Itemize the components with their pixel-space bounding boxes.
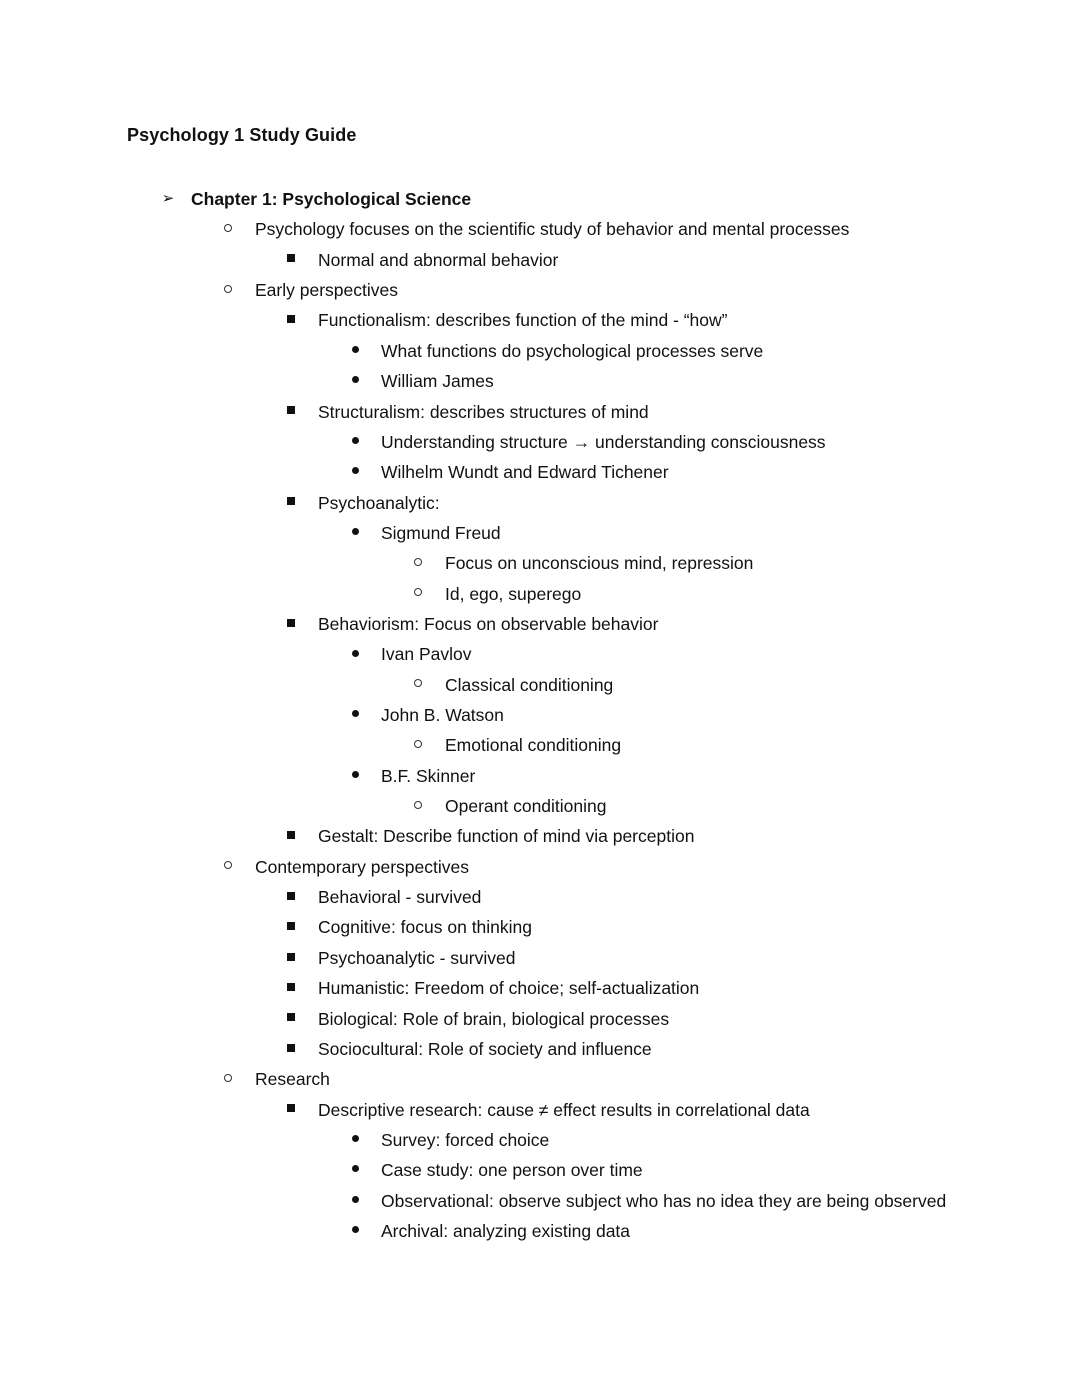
list-item-text: Functionalism: describes function of the mind - “how” bbox=[318, 310, 728, 331]
list-item-text: Understanding structure → understanding consciousness bbox=[381, 431, 826, 452]
arrowhead-bullet-icon: ➢ bbox=[161, 190, 175, 207]
square-bullet-icon bbox=[283, 1036, 299, 1062]
square-bullet-icon bbox=[283, 945, 299, 971]
list-item-text: Sigmund Freud bbox=[381, 522, 501, 543]
list-item-text: Structuralism: describes structures of mind bbox=[318, 401, 649, 422]
hollow-circle-bullet-icon bbox=[410, 581, 426, 607]
square-bullet-icon bbox=[283, 1006, 299, 1032]
dot-bullet-icon bbox=[347, 1157, 363, 1183]
list-item-text: Normal and abnormal behavior bbox=[318, 249, 559, 270]
list-item-text: Ivan Pavlov bbox=[381, 644, 472, 665]
chapter-heading-text: Chapter 1: Psychological Science bbox=[191, 189, 472, 209]
hollow-circle-bullet-icon bbox=[410, 550, 426, 576]
dot-bullet-icon bbox=[347, 641, 363, 667]
list-item-text: Id, ego, superego bbox=[445, 583, 582, 604]
dot-bullet-icon bbox=[347, 429, 363, 455]
list-item-text: Case study: one person over time bbox=[381, 1160, 643, 1181]
list-item-text: Sociocultural: Role of society and influence bbox=[318, 1038, 652, 1059]
list-item-text: B.F. Skinner bbox=[381, 765, 476, 786]
list-item-text: Psychoanalytic - survived bbox=[318, 947, 516, 968]
list-item-text: Psychoanalytic: bbox=[318, 492, 440, 513]
dot-bullet-icon bbox=[347, 1188, 363, 1214]
list-item-text: Gestalt: Describe function of mind via perception bbox=[318, 826, 695, 847]
dot-bullet-icon bbox=[347, 1127, 363, 1153]
list-item-text: Early perspectives bbox=[255, 280, 398, 301]
dot-bullet-icon bbox=[347, 368, 363, 394]
dot-bullet-icon bbox=[347, 338, 363, 364]
dot-bullet-icon bbox=[347, 763, 363, 789]
square-bullet-icon bbox=[283, 823, 299, 849]
list-item-text: Descriptive research: cause ≠ effect results in correlational data bbox=[318, 1099, 810, 1120]
list-item-text: Cognitive: focus on thinking bbox=[318, 917, 533, 938]
square-bullet-icon bbox=[283, 490, 299, 516]
list-item-text: Focus on unconscious mind, repression bbox=[445, 553, 754, 574]
hollow-circle-bullet-icon bbox=[410, 732, 426, 758]
list-item-text: Humanistic: Freedom of choice; self-actualization bbox=[318, 978, 700, 999]
list-item-text: Psychology focuses on the scientific study of behavior and mental processes bbox=[255, 219, 850, 240]
hollow-circle-bullet-icon bbox=[220, 216, 236, 242]
list-item-text: Archival: analyzing existing data bbox=[381, 1220, 631, 1241]
dot-bullet-icon bbox=[347, 459, 363, 485]
list-item-text: Emotional conditioning bbox=[445, 735, 622, 756]
square-bullet-icon bbox=[283, 307, 299, 333]
list-item-text: Classical conditioning bbox=[445, 674, 614, 695]
dot-bullet-icon bbox=[347, 520, 363, 546]
list-item-text: Behaviorism: Focus on observable behavior bbox=[318, 613, 659, 634]
square-bullet-icon bbox=[283, 399, 299, 425]
dot-bullet-icon bbox=[347, 1218, 363, 1244]
list-item-text: Contemporary perspectives bbox=[255, 856, 469, 877]
list-item-text: Survey: forced choice bbox=[381, 1129, 550, 1150]
list-item-text: Research bbox=[255, 1069, 330, 1090]
square-bullet-icon bbox=[283, 1097, 299, 1123]
list-item-text: Operant conditioning bbox=[445, 796, 607, 816]
hollow-circle-bullet-icon bbox=[220, 1066, 236, 1092]
hollow-circle-bullet-icon bbox=[220, 277, 236, 303]
list-item-text: Wilhelm Wundt and Edward Tichener bbox=[381, 462, 669, 483]
list-item-text: What functions do psychological processes serve bbox=[381, 340, 764, 361]
dot-bullet-icon bbox=[347, 702, 363, 728]
list-item-text: John B. Watson bbox=[381, 705, 504, 725]
list-item-text: Behavioral - survived bbox=[318, 887, 482, 908]
list-item-text: Biological: Role of brain, biological processes bbox=[318, 1008, 670, 1029]
square-bullet-icon bbox=[283, 247, 299, 273]
hollow-circle-bullet-icon bbox=[410, 672, 426, 698]
document-title: Psychology 1 Study Guide bbox=[127, 125, 357, 145]
square-bullet-icon bbox=[283, 884, 299, 910]
square-bullet-icon bbox=[283, 975, 299, 1001]
list-item-text: William James bbox=[381, 371, 494, 392]
hollow-circle-bullet-icon bbox=[410, 793, 426, 819]
hollow-circle-bullet-icon bbox=[220, 854, 236, 880]
list-item-text: Observational: observe subject who has no idea they are being observed bbox=[381, 1190, 947, 1211]
square-bullet-icon bbox=[283, 914, 299, 940]
square-bullet-icon bbox=[283, 611, 299, 637]
